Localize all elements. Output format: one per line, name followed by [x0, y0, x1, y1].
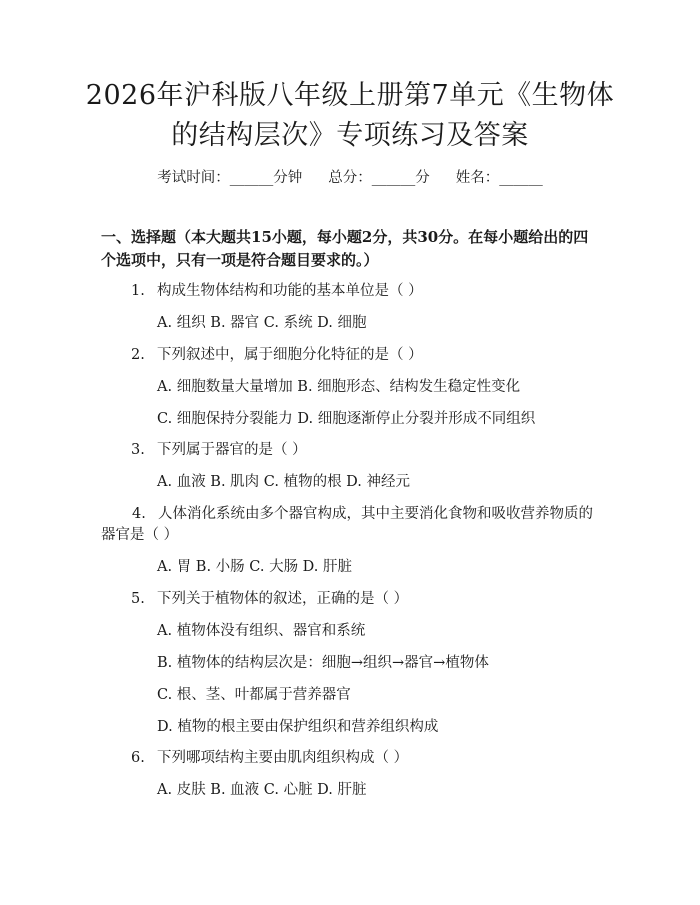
question-1: [131, 281, 423, 302]
question-5: [131, 589, 408, 610]
question-2-options-ab: A. 细胞数量大量增加 B. 细胞形态、结构发生稳定性变化: [157, 379, 521, 395]
question-4-options: A. 胃 B. 小肠 C. 大肠 D. 肝脏: [157, 559, 353, 575]
question-number: 3.: [131, 442, 145, 458]
exam-meta: [0, 168, 700, 188]
question-5-option-a: A. 植物体没有组织、器官和系统: [157, 623, 366, 639]
exam-time: 考试时间：______分钟: [157, 170, 303, 186]
question-text: 构成生物体结构和功能的基本单位是（ ）: [157, 283, 423, 299]
title-line-2: 的结构层次》专项练习及答案: [171, 120, 529, 151]
question-4: [101, 504, 601, 546]
question-text: 下列属于器官的是（ ）: [157, 442, 307, 458]
question-2-options-cd: C. 细胞保持分裂能力 D. 细胞逐渐停止分裂并形成不同组织: [157, 411, 536, 427]
question-number: 6.: [131, 750, 145, 766]
question-text: 下列叙述中，属于细胞分化特征的是（ ）: [157, 347, 423, 363]
question-5-option-d: D. 植物的根主要由保护组织和营养组织构成: [157, 719, 439, 735]
question-1-options: A. 组织 B. 器官 C. 系统 D. 细胞: [157, 315, 367, 331]
question-number: 2.: [131, 347, 145, 363]
question-6: [131, 748, 408, 769]
question-number: 1.: [131, 283, 145, 299]
exam-score: 总分：______分: [328, 170, 430, 186]
question-number: 5.: [131, 591, 145, 607]
page-title: [60, 76, 640, 156]
question-number: 4.: [132, 506, 146, 522]
question-5-option-b: B. 植物体的结构层次是：细胞→组织→器官→植物体: [157, 655, 489, 671]
question-5-option-c: C. 根、茎、叶都属于营养器官: [157, 687, 351, 703]
question-text: 下列哪项结构主要由肌肉组织构成（ ）: [157, 750, 409, 766]
question-3-options: A. 血液 B. 肌肉 C. 植物的根 D. 神经元: [157, 474, 411, 490]
question-2: [131, 345, 423, 366]
question-3: [131, 440, 307, 461]
question-text: 人体消化系统由多个器官构成，其中主要消化食物和吸收营养物质的器官是（ ）: [101, 506, 593, 543]
question-text: 下列关于植物体的叙述，正确的是（ ）: [157, 591, 409, 607]
title-line-1: 2026年沪科版八年级上册第7单元《生物体: [85, 80, 615, 111]
student-name: 姓名：______: [455, 170, 543, 186]
section-heading: 一、选择题（本大题共15小题，每小题2分，共30分。在每小题给出的四个选项中，只有一项是符合题目要求的。）: [101, 228, 589, 269]
question-6-options: A. 皮肤 B. 血液 C. 心脏 D. 肝脏: [157, 782, 367, 798]
